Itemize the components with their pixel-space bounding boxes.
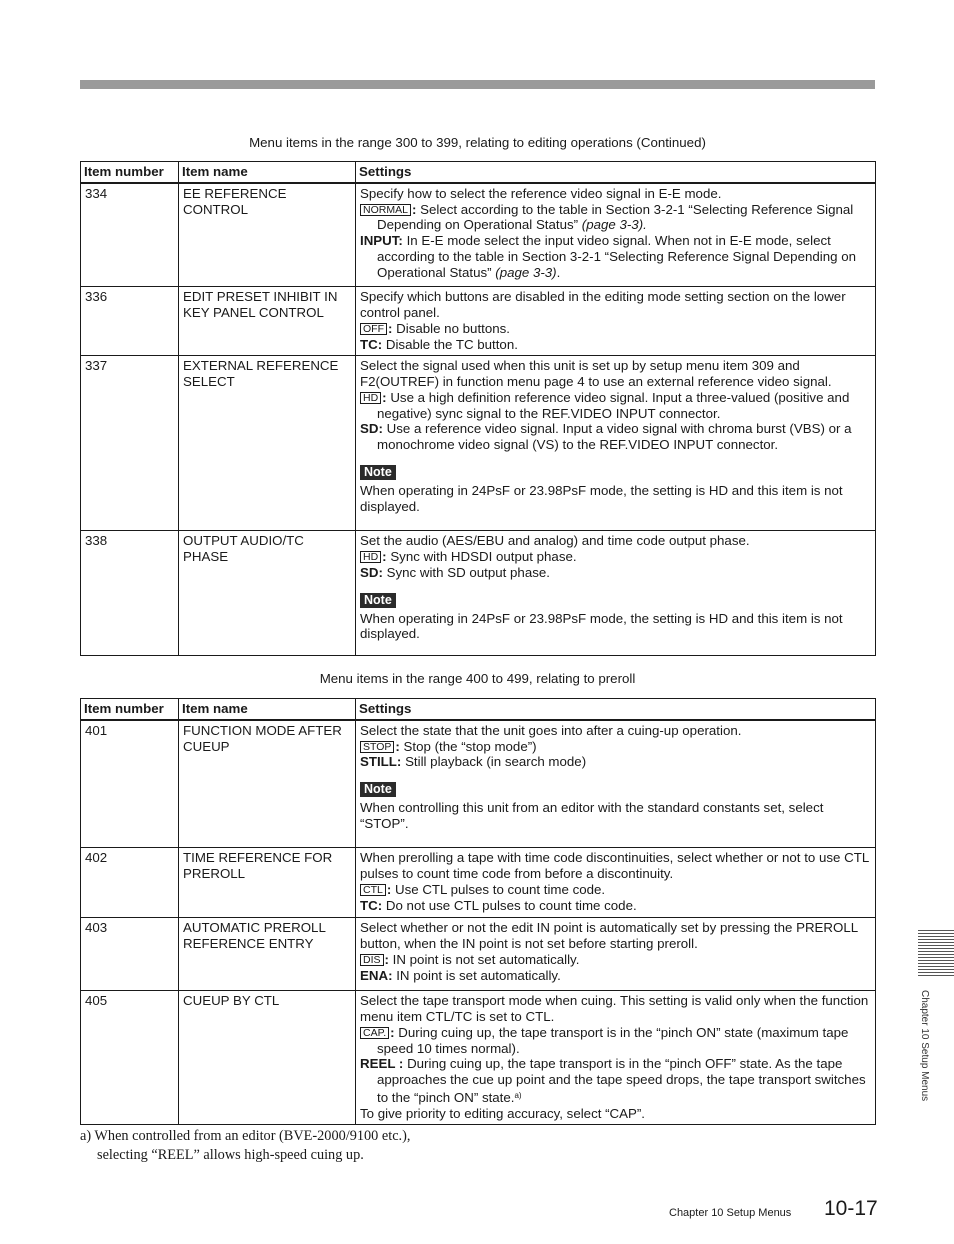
menu-table-300 [80,161,876,656]
item-settings [356,991,876,1124]
table-row [81,720,876,848]
header-settings: Settings [356,162,876,183]
item-number: 334 [81,183,179,287]
settings-option: SD: Sync with SD output phase. [360,564,550,580]
default-value-box: CTL [360,884,386,896]
footnote-line-2: selecting “REEL” allows high-speed cuing up. [97,1147,364,1163]
settings-option: DIS : IN point is not set automatically. [360,952,872,968]
table-caption-400: Menu items in the range 400 to 499, relating to preroll [319,671,636,686]
item-number: 338 [81,531,179,656]
note-label: Note [360,593,396,608]
settings-intro: Specify how to select the reference video signal in E-E mode. [360,185,722,201]
settings-option: HD : Use a high definition reference video signal. Input a three-valued (positive and negative) sync signal to the REF.VIDEO INPUT connector. [360,390,872,422]
default-value-box: DIS [360,954,384,966]
table-row [81,183,876,287]
settings-option: ENA: IN point is set automatically. [360,967,561,983]
settings-option: CAP. : During cuing up, the tape transport is in the “pinch ON” state (maximum tape speed 10 times normal). [360,1025,872,1057]
item-number: 336 [81,287,179,356]
item-number: 337 [81,356,179,531]
footer-chapter-title: Chapter 10 Setup Menus [669,1207,792,1219]
settings-option: SD: Use a reference video signal. Input a video signal with chroma burst (VBS) or a monochrome video signal (VS) to the REF.VIDEO INPUT connector. [360,421,852,453]
table-header-row [81,699,876,720]
item-settings [356,848,876,918]
settings-option: INPUT: In E-E mode select the input video signal. When not in E-E mode, select according to the table in Section 3-2-1 “Selecting Reference Signal Depending on Operational Status” (page 3-3). [360,233,856,280]
settings-intro: Select whether or not the edit IN point is automatically set by pressing the PREROLL button, when the IN point is not set before starting preroll. [360,920,858,952]
default-value-box: NORMAL [360,204,411,216]
item-number: 403 [81,918,179,991]
note-text: When operating in 24PsF or 23.98PsF mode, the setting is HD and this item is not displayed. [360,483,843,514]
default-value-box: OFF [360,323,387,335]
item-settings [356,531,876,656]
item-name: EXTERNAL REFERENCE SELECT [179,356,356,531]
settings-intro: Select the state that the unit goes into after a cuing-up operation. [360,722,742,738]
menu-table-400 [80,698,876,1125]
header-item-name: Item name [179,162,356,183]
settings-intro: When prerolling a tape with time code discontinuities, select whether or not to use CTL pulses to count time code from before a discontinuity. [360,850,869,882]
settings-option: TC: Do not use CTL pulses to count time code. [360,897,637,913]
settings-intro: Select the tape transport mode when cuing. This setting is valid only when the function menu item CTL/TC is set to CTL. [360,993,869,1025]
settings-option: TC: Disable the TC button. [360,336,518,352]
item-number: 405 [81,991,179,1124]
note-text: When controlling this unit from an editor with the standard constants set, select “STOP”. [360,800,824,831]
item-settings [356,287,876,356]
chapter-thumb-tab [918,930,954,976]
item-settings [356,356,876,531]
note-text: When operating in 24PsF or 23.98PsF mode, the setting is HD and this item is not displayed. [360,610,843,642]
settings-option: HD : Sync with HDSDI output phase. [360,549,872,565]
table-row [81,918,876,991]
settings-option: CTL : Use CTL pulses to count time code. [360,882,872,898]
table-row [81,531,876,656]
default-value-box: HD [360,392,381,404]
table-row [81,287,876,356]
settings-option: STOP : Stop (the “stop mode”) [360,739,872,755]
item-name: TIME REFERENCE FOR PREROLL [179,848,356,918]
table-row [81,991,876,1124]
settings-option: OFF : Disable no buttons. [360,321,872,337]
settings-option: STILL: Still playback (in search mode) [360,754,587,770]
item-number: 402 [81,848,179,918]
header-item-name: Item name [179,699,356,720]
item-number: 401 [81,720,179,848]
side-chapter-label: Chapter 10 Setup Menus [919,990,930,1102]
footnote-marker: a) [514,1091,522,1101]
settings-tail: To give priority to editing accuracy, select “CAP”. [360,1105,646,1121]
item-name: AUTOMATIC PREROLL REFERENCE ENTRY [179,918,356,991]
settings-intro: Set the audio (AES/EBU and analog) and time code output phase. [360,533,750,549]
item-name: EDIT PRESET INHIBIT IN KEY PANEL CONTROL [179,287,356,356]
note-label: Note [360,782,396,797]
table-row [81,356,876,531]
header-rule [80,80,875,89]
note-label: Note [360,465,396,480]
item-settings [356,918,876,991]
footnote [80,1127,410,1165]
settings-intro: Select the signal used when this unit is set up by setup menu item 309 and F2(OUTREF) in function menu page 4 to use an external reference video signal. [360,358,832,390]
item-name: CUEUP BY CTL [179,991,356,1124]
default-value-box: STOP [360,741,394,753]
default-value-box: HD [360,551,381,563]
default-value-box: CAP. [360,1027,389,1039]
item-name: FUNCTION MODE AFTER CUEUP [179,720,356,848]
footnote-line-1: a) When controlled from an editor (BVE-2000/9100 etc.), [80,1128,411,1144]
header-item-number: Item number [81,699,179,720]
page-number: 10-17 [824,1197,878,1220]
item-settings [356,720,876,848]
item-settings [356,183,876,287]
table-caption-300: Menu items in the range 300 to 399, relating to editing operations (Continued) [249,135,706,150]
settings-intro: Specify which buttons are disabled in the editing mode setting section on the lower control panel. [360,289,846,321]
table-row [81,848,876,918]
header-settings: Settings [356,699,876,720]
item-name: OUTPUT AUDIO/TC PHASE [179,531,356,656]
settings-option: REEL : During cuing up, the tape transport is in the “pinch OFF” state. As the tape approaches the cue up point and the tape speed drops, the tape transport switches to the “pinch ON” state.$^{a)}$ [360,1056,866,1106]
item-name: EE REFERENCE CONTROL [179,183,356,287]
settings-option: NORMAL : Select according to the table in Section 3-2-1 “Selecting Reference Signal Depending on Operational Status” (page 3-3). [360,202,872,234]
header-item-number: Item number [81,162,179,183]
table-header-row [81,162,876,183]
